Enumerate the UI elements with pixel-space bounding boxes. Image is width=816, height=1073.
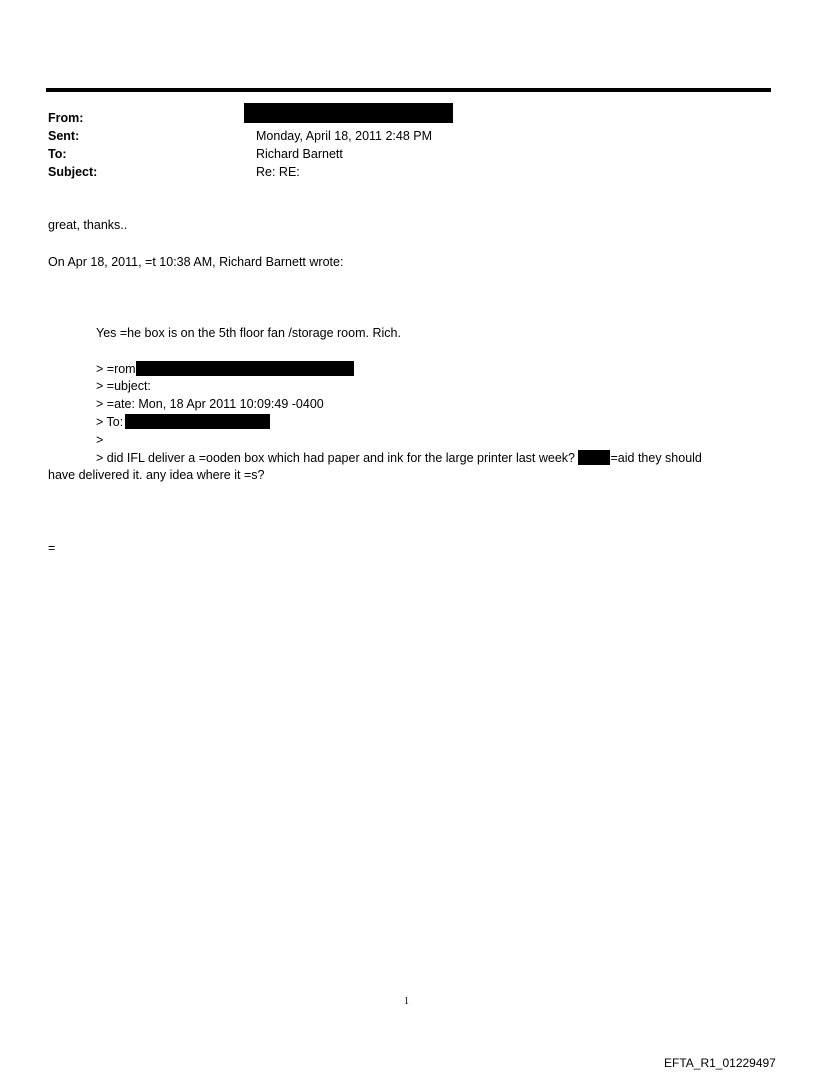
quote-question-redaction [578,450,610,465]
quote-blank-line: > [96,433,104,447]
quote-question-tail: =aid they should [610,451,702,465]
quote-question-text: > did IFL deliver a =ooden box which had paper and ink for the large printer last week? [96,451,575,465]
quote-to-redaction [125,414,270,429]
quote-from-redaction [136,361,354,376]
quote-to-text: > To: [96,415,124,429]
attribution-text: On Apr 18, 2011, =t 10:38 AM, Richard Barnett wrote: [48,255,344,269]
reply-text: Yes =he box is on the 5th floor fan /storage room. Rich. [96,326,401,340]
quote-question-line [96,450,702,466]
from-label: From: [48,111,84,125]
trailer-text: = [48,541,56,555]
quote-from-text: > =rom [96,362,136,376]
header-rule [46,88,771,92]
quote-from-line [96,361,354,377]
to-label: To: [48,147,67,161]
to-value: Richard Barnett [256,147,343,161]
quote-to-line [96,414,270,430]
subject-label: Subject: [48,165,98,179]
document-id: EFTA_R1_01229497 [664,1056,776,1070]
from-redaction [244,103,453,123]
page-number: 1 [404,996,409,1007]
quote-subject-text: > =ubject: [96,379,151,393]
subject-value: Re: RE: [256,165,300,179]
quote-question-continuation: have delivered it. any idea where it =s? [48,468,265,482]
sent-label: Sent: [48,129,80,143]
quote-date-text: > =ate: Mon, 18 Apr 2011 10:09:49 -0400 [96,397,324,411]
sent-value: Monday, April 18, 2011 2:48 PM [256,129,433,143]
greeting-text: great, thanks.. [48,218,128,232]
